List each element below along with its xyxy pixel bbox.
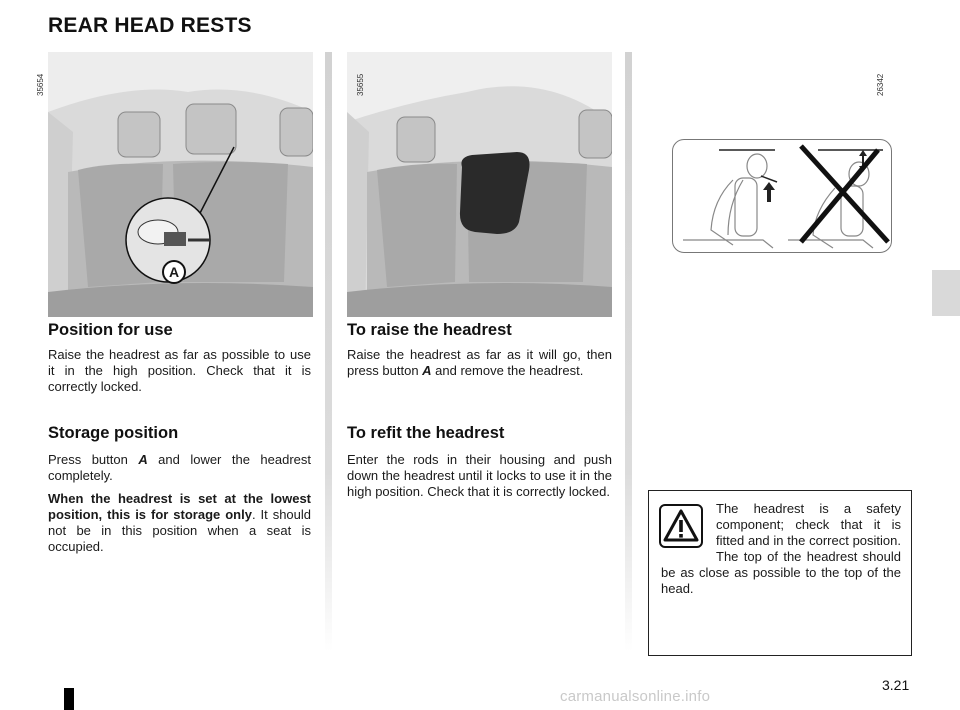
- text-refit-headrest: Enter the rods in their housing and push down the headrest until it locks to use it in the high position. Check that it is correctly locked.: [347, 452, 612, 499]
- text-segment: . It should not be in this position when a seat is occupied.: [48, 507, 312, 554]
- page-number: 3.21: [882, 677, 910, 693]
- heading-storage-position: Storage position: [48, 424, 179, 442]
- text-segment: and lower the headrest completely.: [48, 452, 311, 483]
- image-code-left: 35654: [36, 73, 45, 96]
- callout-label-a: A: [162, 260, 186, 284]
- warning-text: The headrest is a safety component; check that it is fitted and in the correct position. The top of the headrest should be as close as possible to the top of the head.: [661, 501, 901, 596]
- rear-seat-photo-button-a: [48, 52, 313, 317]
- headrest-position-diagram: [672, 139, 892, 253]
- text-storage-position: [48, 452, 311, 484]
- rear-seat-photo-removed-headrest: [347, 52, 612, 317]
- button-a-reference: A: [422, 363, 432, 378]
- page-title: REAR HEAD RESTS: [48, 14, 252, 37]
- text-segment: and remove the headrest.: [431, 363, 584, 378]
- site-watermark: carmanualsonline.info: [560, 688, 711, 705]
- heading-refit-headrest: To refit the headrest: [347, 424, 505, 442]
- text-segment: Raise the headrest as far as it will go, then press button: [347, 347, 612, 378]
- warning-text-block: [661, 501, 901, 597]
- column-divider: [325, 52, 332, 652]
- text-emphasis: When the headrest is set at the lowest position, this is for storage only: [48, 491, 311, 522]
- column-divider: [625, 52, 632, 652]
- button-a-reference: A: [138, 452, 148, 467]
- image-code-diagram: 26342: [876, 73, 885, 96]
- heading-raise-headrest: To raise the headrest: [347, 321, 512, 339]
- safety-warning-box: [648, 490, 912, 656]
- image-code-middle: 35655: [356, 73, 365, 96]
- text-raise-headrest: [347, 347, 612, 379]
- page-corner-mark: [64, 688, 74, 710]
- text-storage-warning: [48, 491, 311, 555]
- text-position-for-use: Raise the headrest as far as possible to use it in the high position. Check that it is correctly locked.: [48, 347, 311, 394]
- heading-position-for-use: Position for use: [48, 321, 173, 339]
- text-segment: Press button: [48, 452, 139, 467]
- section-tab-marker: [932, 270, 960, 316]
